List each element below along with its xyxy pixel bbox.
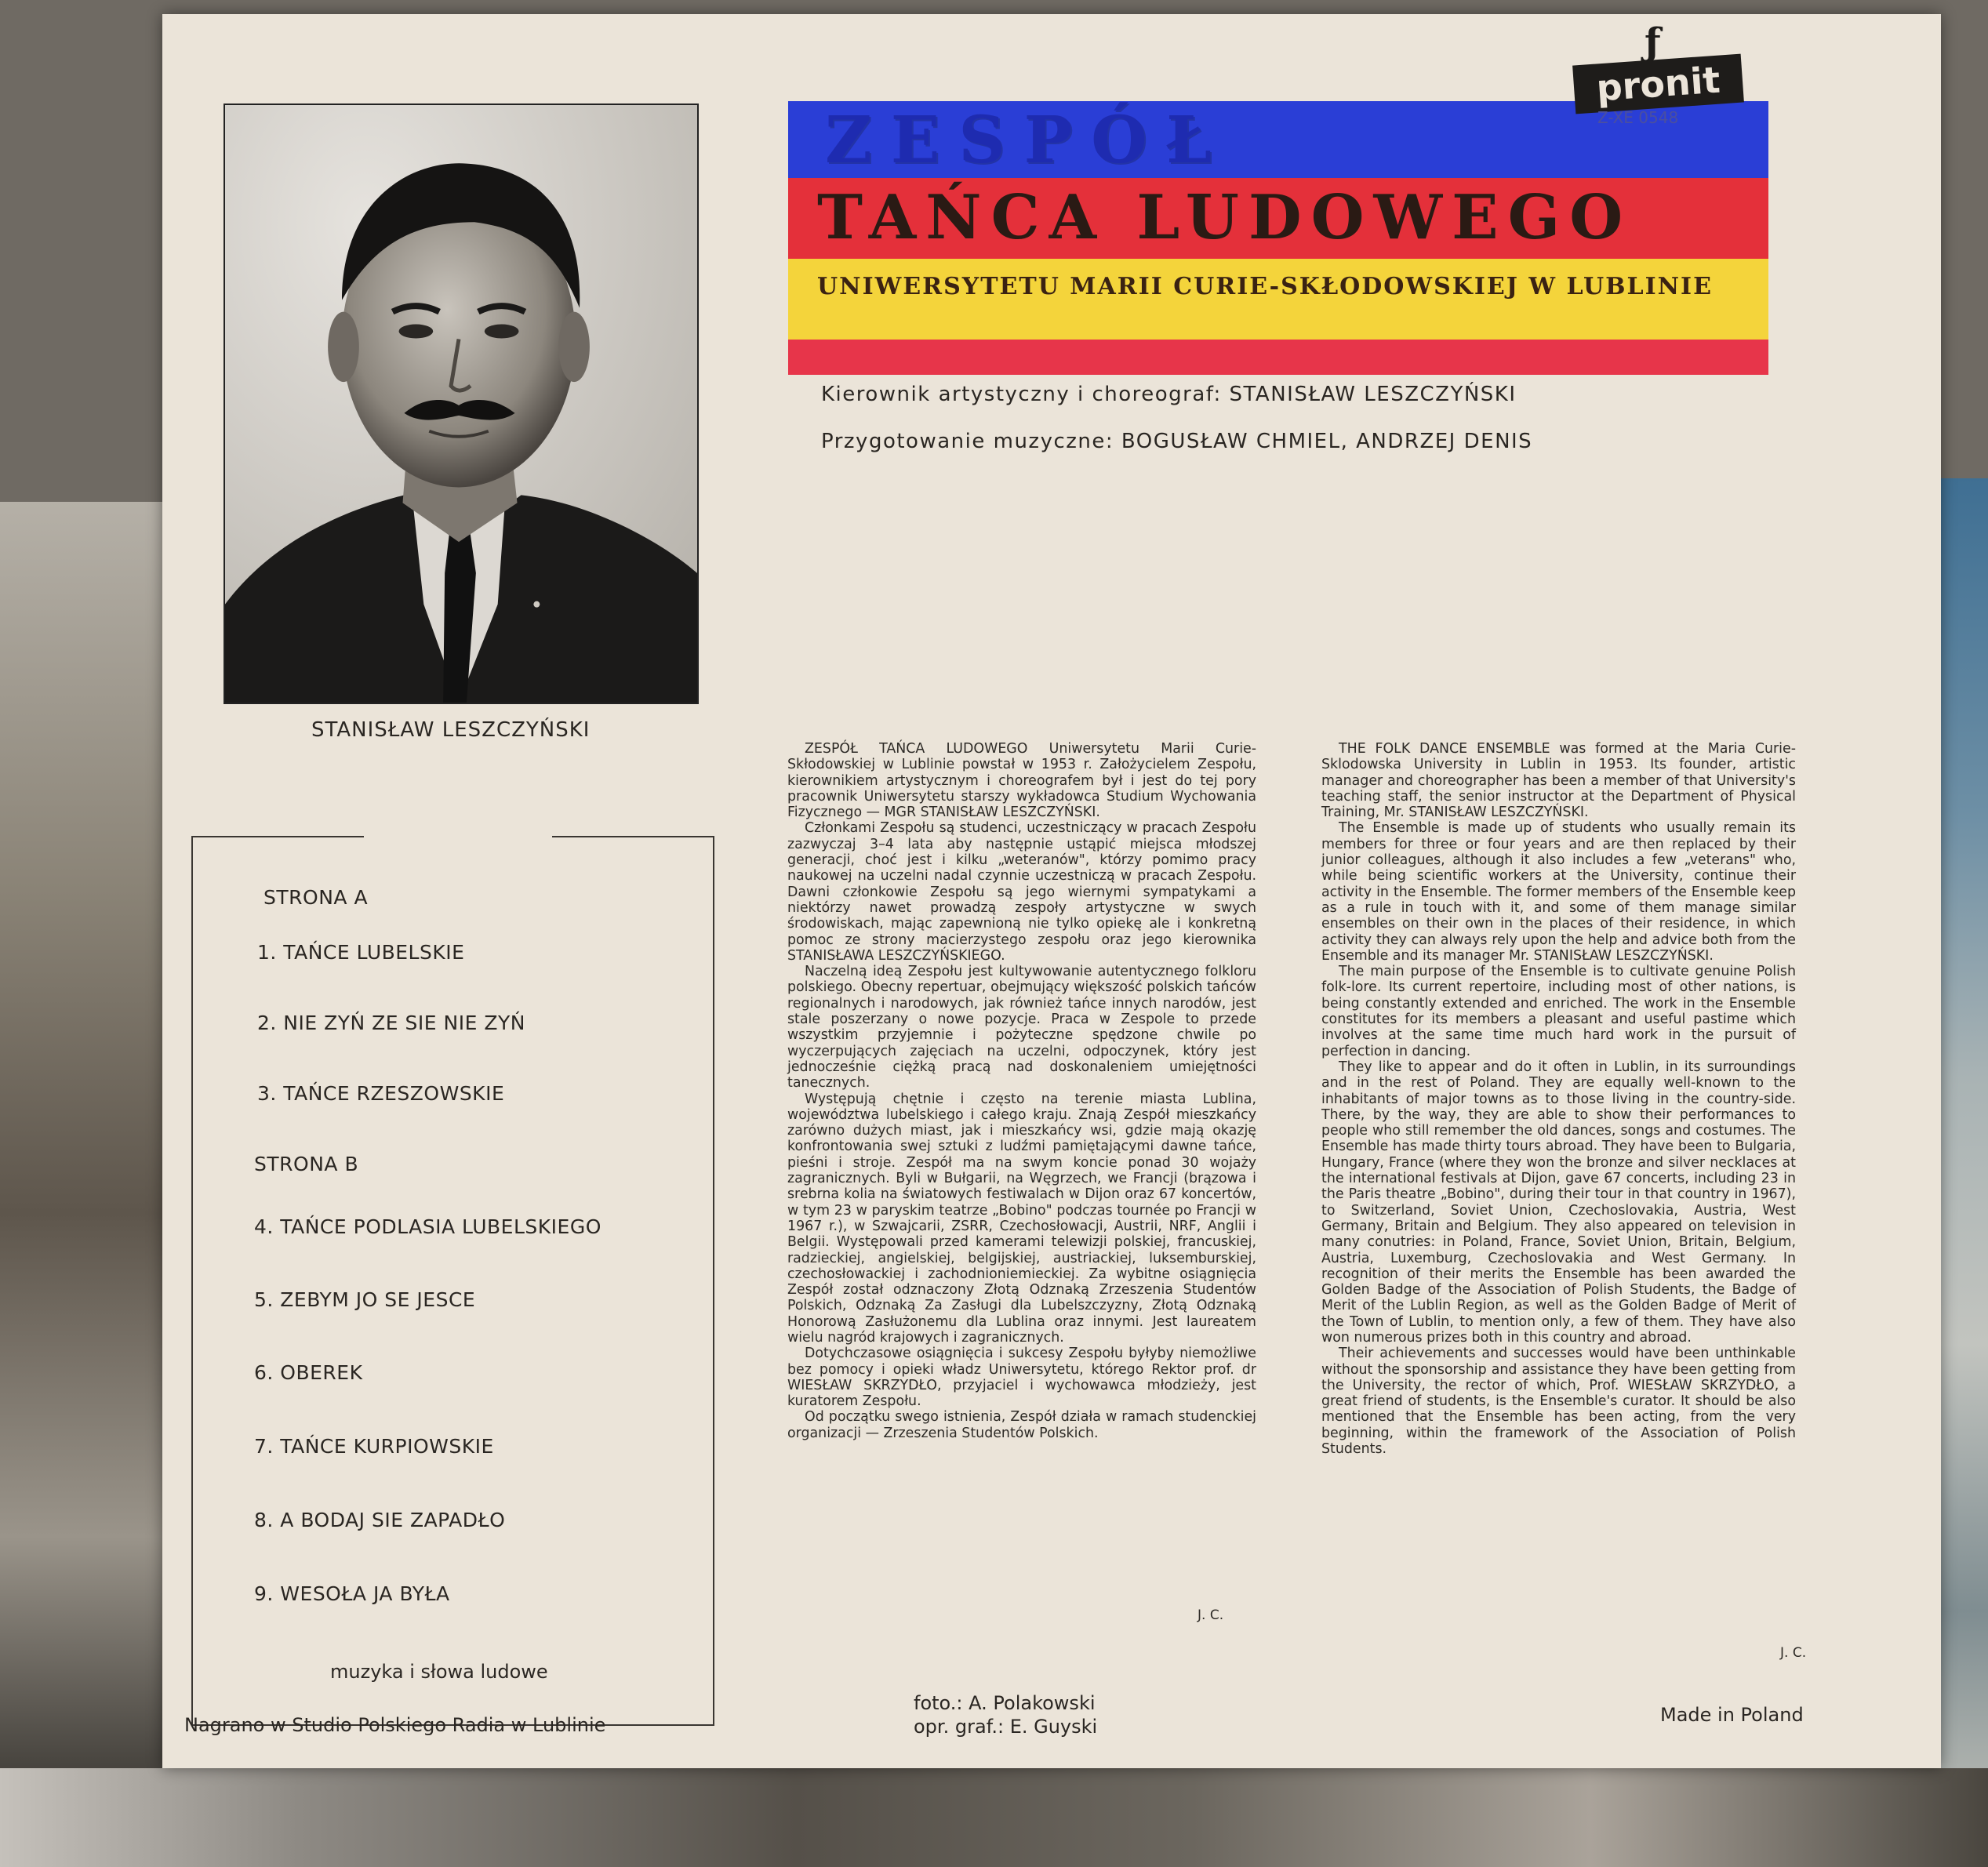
- liner-notes-english: [1321, 741, 1796, 1457]
- liner-notes-english-paragraph: THE FOLK DANCE ENSEMBLE was formed at the Maria Curie-Sklodowska University in Lublin in 1953. Its founder, artistic manager and choreographer has been a member of that University's teaching staff, the senior instructor at the Department of Physical Training, Mr. STANISŁAW LESZCZYŃSKI.: [1321, 741, 1796, 821]
- track-8: 8. A BODAJ SIE ZAPADŁO: [254, 1509, 506, 1531]
- track-2: 2. NIE ZYŃ ZE SIE NIE ZYŃ: [257, 1012, 525, 1034]
- credit-director: Kierownik artystyczny i choreograf: STANISŁAW LESZCZYŃSKI: [821, 383, 1517, 406]
- liner-notes-english-paragraph: Their achievements and successes would have been unthinkable without the sponsorship and assistance they have been getting from the University, the rector of which, Prof. WIESŁAW SKRZYDŁO, a great friend of students, is the Ensemble's curator. It should be also mentioned that the Ensemble has been acting, from the very beginning, within the framework of the Association of Polish Students.: [1321, 1346, 1796, 1458]
- side-a-label: STRONA A: [263, 886, 369, 909]
- liner-notes-polish-paragraph: Występują chętnie i często na terenie miasta Lublina, województwa lubelskiego i całego kraju. Znają Zespół mieszkańcy zarówno dużych miast, jak i mieszkańcy wsi, gdzie mają okazję konfrontowania swej sztuki z ludźmi pamiętającymi dawne tańce, pieśni i stroje. Zespół ma na swym koncie ponad 30 wojaży zagranicznych. Byli w Bułgarii, na Węgrzech, we Francji (brązowa i srebrna kolia na światowych festiwalach w Dijon oraz 67 koncertów, w tym 23 w paryskim teatrze „Bobino" podczas tournée po Francji w 1967 r.), w Szwajcarii, ZSRR, Czechosłowacji, Austrii, NRF, Anglii i Belgii. Występowali przed kamerami telewizji polskiej, francuskiej, radzieckiej, angielskiej, belgijskiej, austriackiej, luksemburskiej, czechosłowackiej i zachodnioniemieckiej. Za wybitne osiągnięcia Zespół został odznaczony Złotą Odznaką Zrzeszenia Studentów Polskich, Odznaką Za Zasługi dla Lubelszczyzny, Złotą Odznaką Honorową Zasłużonemu dla Lublina oraz innymi. Jest laureatem wielu nagród krajowych i zagranicznych.: [787, 1091, 1256, 1346]
- catalog-number: Z-XE 0548: [1597, 108, 1679, 127]
- liner-notes-polish-paragraph: Naczelną ideą Zespołu jest kultywowanie autentycznego folkloru polskiego. Obecny repertuar, obejmujący większość polskich tańców regionalnych i narodowych, jak również tańce innych narodów, jest stale poszerzany o nowe pozycje. Praca w Zespole to przede wszystkim przyjemnie i pożyteczne spędzone chwile po wyczerpujących zajęciach na uczelni, odpoczynek, który jest jednocześnie ciężką pracą nad doskonaleniem umiejętności tanecznych.: [787, 964, 1256, 1092]
- track-7: 7. TAŃCE KURPIOWSKIE: [254, 1435, 494, 1458]
- album-title-line1: ZESPÓŁ: [825, 103, 1230, 178]
- track-5: 5. ZEBYM JO SE JESCE: [254, 1288, 476, 1311]
- track-6: 6. OBEREK: [254, 1361, 363, 1384]
- liner-notes-english-paragraph: The Ensemble is made up of students who usually remain its members for three or four years and are then replaced by their junior colleagues, although it also includes a few „veterans" who, while being scientific workers at the University, continue their activity in the Ensemble. The former members of the Ensemble keep as a rule in touch with it, and some of them manage similar ensembles on their own in the places of their residence, in which activity they can always rely upon the help and advice both from the Ensemble and its manager Mr. STANISŁAW LESZCZYŃSKI.: [1321, 820, 1796, 964]
- portrait-photo: [224, 104, 699, 704]
- background-left: [0, 502, 180, 1796]
- recording-studio-note: Nagrano w Studio Polskiego Radia w Lublinie: [184, 1714, 606, 1736]
- track-4: 4. TAŃCE PODLASIA LUBELSKIEGO: [254, 1215, 601, 1238]
- tracklist-box: [191, 836, 714, 1726]
- liner-notes-polish: [787, 741, 1256, 1441]
- background-bottom: [0, 1768, 1988, 1867]
- track-9: 9. WESOŁA JA BYŁA: [254, 1582, 450, 1605]
- pronit-logo-mark: ƒ: [1645, 20, 1661, 64]
- liner-notes-english-paragraph: They like to appear and do it often in Lublin, in its surroundings and in the rest of Poland. They are equally well-known to the inhabitants of major towns as to those living in the country-side. There, by the way, they are able to show their performances to people who still remember the old dances, songs and costumes. The Ensemble has made thirty tours abroad. They have been to Bulgaria, Hungary, France (where they won the bronze and silver necklaces at the international festivals at Dijon, gave 67 concerts, including 23 in the Paris theatre „Bobino", during their tour in that country in 1967), to Switzerland, Soviet Union, Czechoslovakia, Austria, West Germany, Britain and Belgium. They also appeared on television in many conutries: in Poland, France, Soviet Union, Britain, Belgium, Austria, Luxemburg, Czechoslovakia and West Germany. In recognition of their merits the Ensemble has been awarded the Golden Badge of the Association of Polish Students, the Badge of Merit of the Lublin Region, as well as the Golden Badge of Merit of the Town of Lublin, to mention only, a few of them. They have also won numerous prizes both in this country and abroad.: [1321, 1059, 1796, 1346]
- record-sleeve-back: [162, 14, 1941, 1768]
- pronit-logo-word: pronit: [1572, 54, 1744, 114]
- liner-notes-polish-paragraph: Członkami Zespołu są studenci, uczestniczący w pracach Zespołu zazwyczaj 3–4 lata aby następnie ustąpić miejsca młodszej generacji, choć jest i kilku „weteranów", którzy pomimo pracy naukowej na uczelni nadal czynnie uczestniczą w pracach Zespołu. Dawni członkowie Zespołu są jego wiernymi sympatykami a niektórzy nawet prowadzą zespoły artystyczne w swych środowiskach, mając zapewnioną nie tylko opiekę ale i konkretną pomoc ze strony macierzystego zespołu oraz jego kierownika STANISŁAWA LESZCZYŃSKIEGO.: [787, 820, 1256, 964]
- liner-notes-polish-paragraph: ZESPÓŁ TAŃCA LUDOWEGO Uniwersytetu Marii Curie-Skłodowskiej w Lublinie powstał w 1953 r. Założycielem Zespołu, kierownikiem artystycznym i choreografem był i jest do tej pory pracownik Uniwersytetu starszy wykładowca Studium Wychowania Fizycznego — MGR STANISŁAW LESZCZYŃSKI.: [787, 741, 1256, 821]
- liner-notes-polish-paragraph: Od początku swego istnienia, Zespół działa w ramach studenckiej organizacji — Zrzeszenia Studentów Polskich.: [787, 1409, 1256, 1441]
- liner-notes-polish-paragraph: Dotychczasowe osiągnięcia i sukcesy Zespołu byłyby niemożliwe bez pomocy i opieki władz Uniwersytetu, którego Rektor prof. dr WIESŁAW SKRZYDŁO, przyjaciel i wychowawca młodzieży, jest kuratorem Zespołu.: [787, 1346, 1256, 1410]
- pronit-logo: [1574, 20, 1778, 114]
- track-1: 1. TAŃCE LUBELSKIE: [257, 941, 465, 964]
- liner-notes-polish-signature: J. C.: [1198, 1607, 1224, 1623]
- album-title-line3: UNIWERSYTETU MARII CURIE-SKŁODOWSKIEJ W LUBLINIE: [817, 273, 1713, 300]
- side-b-label: STRONA B: [254, 1153, 359, 1175]
- track-3: 3. TAŃCE RZESZOWSKIE: [257, 1082, 505, 1105]
- credit-music: Przygotowanie muzyczne: BOGUSŁAW CHMIEL, ANDRZEJ DENIS: [821, 430, 1533, 453]
- photo-caption: STANISŁAW LESZCZYŃSKI: [311, 718, 591, 742]
- title-stripe-red-bottom: [788, 340, 1768, 375]
- tracklist-border-gap: [364, 834, 552, 841]
- origin-note: Made in Poland: [1660, 1704, 1804, 1726]
- photo-credit: foto.: A. Polakowski: [914, 1692, 1096, 1714]
- graphics-credit: opr. graf.: E. Guyski: [914, 1716, 1098, 1738]
- album-title-line2: TAŃCA LUDOWEGO: [817, 182, 1633, 253]
- liner-notes-english-signature: J. C.: [1780, 1645, 1807, 1661]
- portrait-illustration: [225, 105, 697, 703]
- tracklist-footer: muzyka i słowa ludowe: [330, 1661, 548, 1683]
- liner-notes-english-paragraph: The main purpose of the Ensemble is to cultivate genuine Polish folk-lore. Its current repertoire, including most of other nations, is being constantly extended and enriched. The work in the Ensemble constitutes for its members a pleasant and useful pastime which involves at the same time much hard work in the pursuit of perfection in dancing.: [1321, 964, 1796, 1059]
